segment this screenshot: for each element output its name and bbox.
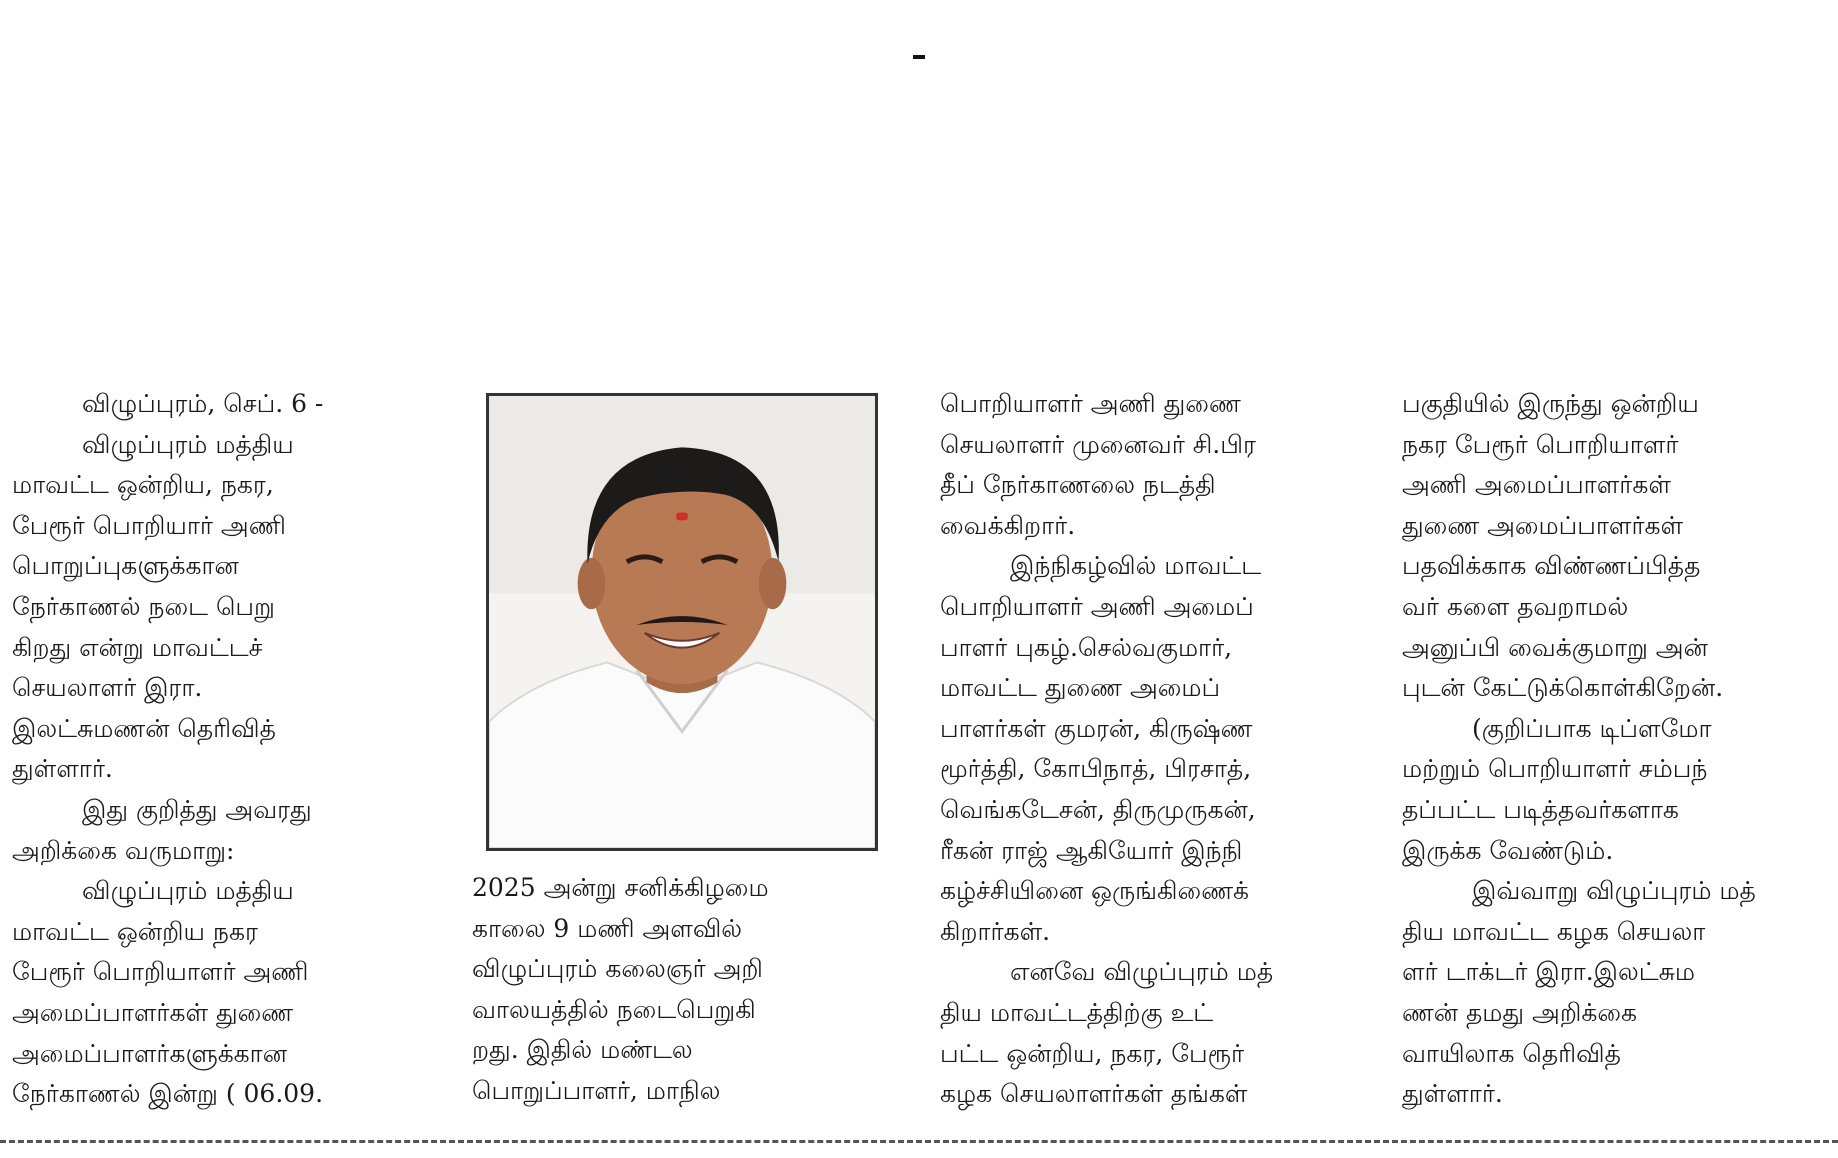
- article-line: 2025 அன்று சனிக்கிழமை: [472, 873, 769, 902]
- article-line: செயலாளர் இரா.: [12, 673, 203, 703]
- portrait-photo-icon: [489, 396, 875, 848]
- article-line: வைக்கிறார்.: [940, 510, 1076, 540]
- article-line: இது குறித்து அவரது: [82, 794, 312, 824]
- article-line: அமைப்பாளர்கள் துணை: [12, 997, 294, 1027]
- article-line: பாளர் புகழ்.செல்வகுமார்,: [940, 632, 1233, 662]
- article-line: அணி அமைப்பாளர்கள்: [1402, 470, 1671, 500]
- article-line: இருக்க வேண்டும்.: [1402, 835, 1614, 865]
- article-line: மாவட்ட ஒன்றிய நகர: [12, 916, 258, 946]
- article-line: பொறுப்புகளுக்கான: [12, 551, 239, 581]
- article-subhead: [0, 282, 1838, 372]
- article-line: மற்றும் பொறியாளர் சம்பந்: [1402, 754, 1708, 784]
- article-line: புடன் கேட்டுக்கொள்கிறேன்.: [1402, 673, 1724, 703]
- article-line: பகுதியில் இருந்து ஒன்றிய: [1402, 389, 1699, 418]
- article-line: தீப் நேர்காணலை நடத்தி: [940, 470, 1216, 500]
- article-line: துள்ளார்.: [1402, 1079, 1503, 1109]
- article-line: வாலயத்தில் நடைபெறுகி: [472, 994, 756, 1024]
- portrait-photo: [486, 393, 878, 851]
- article-kicker: [0, 18, 1838, 88]
- article-line: பாளர்கள் குமரன், கிருஷ்ண: [940, 713, 1253, 743]
- article-line: நேர்காணல் இன்று ( 06.09.: [12, 1079, 324, 1109]
- article-line: இந்நிகழ்வில் மாவட்ட: [1010, 551, 1262, 581]
- article-line: மாவட்ட ஒன்றிய, நகர,: [12, 470, 274, 500]
- article-line: அமைப்பாளர்களுக்கான: [12, 1038, 287, 1068]
- article-line: கழ்ச்சியினை ஒருங்கிணைக்: [940, 876, 1249, 906]
- article-line: வர் களை தவறாமல்: [1402, 591, 1629, 621]
- article-line: பொறியாளர் அணி அமைப்: [940, 591, 1254, 621]
- article-column-1: [12, 384, 442, 1115]
- article-line: அனுப்பி வைக்குமாறு அன்: [1402, 632, 1708, 662]
- article-line: காலை 9 மணி அளவில்: [472, 913, 743, 943]
- article-line: றது. இதில் மண்டல: [472, 1035, 693, 1065]
- article-line: விழுப்புரம் கலைஞர் அறி: [472, 954, 763, 984]
- article-line: நகர பேரூர் பொறியாளர்: [1402, 429, 1679, 459]
- article-line: மாவட்ட துணை அமைப்: [940, 673, 1221, 703]
- article-column-2: [472, 868, 908, 1112]
- article-line: விழுப்புரம், செப். 6 -: [82, 389, 324, 418]
- article-line: கழக செயலாளர்கள் தங்கள்: [940, 1079, 1248, 1109]
- article-headline: [0, 118, 1838, 268]
- article-line: பொறியாளர் அணி துணை: [940, 389, 1241, 418]
- article-line: ணன் தமது அறிக்கை: [1402, 997, 1637, 1027]
- article-line: (குறிப்பாக டிப்ளமோ: [1472, 713, 1712, 743]
- article-line: கிறது என்று மாவட்டச்: [12, 632, 263, 662]
- kicker-text: [913, 53, 925, 59]
- article-line: ரீகன் ராஜ் ஆகியோர் இந்நி: [940, 835, 1243, 865]
- article-line: விழுப்புரம் மத்திய: [82, 876, 294, 906]
- article-line: இவ்வாறு விழுப்புரம் மத்: [1472, 876, 1756, 906]
- article-line: துணை அமைப்பாளர்கள்: [1402, 510, 1684, 540]
- article-line: பொறுப்பாளர், மாநில: [472, 1075, 721, 1105]
- bottom-divider: [0, 1140, 1838, 1143]
- article-line: இலட்சுமணன் தெரிவித்: [12, 713, 276, 743]
- article-line: திய மாவட்ட கழக செயலா: [1402, 916, 1706, 946]
- article-line: விழுப்புரம் மத்திய: [82, 429, 294, 459]
- article-line: கிறார்கள்.: [940, 916, 1051, 946]
- article-line: மூர்த்தி, கோபிநாத், பிரசாத்,: [940, 754, 1252, 784]
- article-line: தப்பட்ட படித்தவர்களாக: [1402, 794, 1679, 824]
- article-line: வாயிலாக தெரிவித்: [1402, 1038, 1621, 1068]
- article-line: பேரூர் பொறியாளர் அணி: [12, 957, 309, 987]
- article-line: பதவிக்காக விண்ணப்பித்த: [1402, 551, 1701, 581]
- article-line: நேர்காணல் நடை பெறு: [12, 591, 275, 621]
- article-line: எனவே விழுப்புரம் மத்: [1010, 957, 1274, 987]
- article-line: பேரூர் பொறியார் அணி: [12, 510, 286, 540]
- article-column-3: [940, 384, 1374, 1115]
- article-line: ளர் டாக்டர் இரா.இலட்சும: [1402, 957, 1696, 987]
- article-line: அறிக்கை வருமாறு:: [12, 835, 235, 865]
- article-line: துள்ளார்.: [12, 754, 113, 784]
- article-column-4: [1402, 384, 1834, 1115]
- article-line: செயலாளர் முனைவர் சி.பிர: [940, 429, 1256, 459]
- article-line: வெங்கடேசன், திருமுருகன்,: [940, 794, 1256, 824]
- article-line: பட்ட ஒன்றிய, நகர, பேரூர்: [940, 1038, 1245, 1068]
- article-line: திய மாவட்டத்திற்கு உட்: [940, 997, 1214, 1027]
